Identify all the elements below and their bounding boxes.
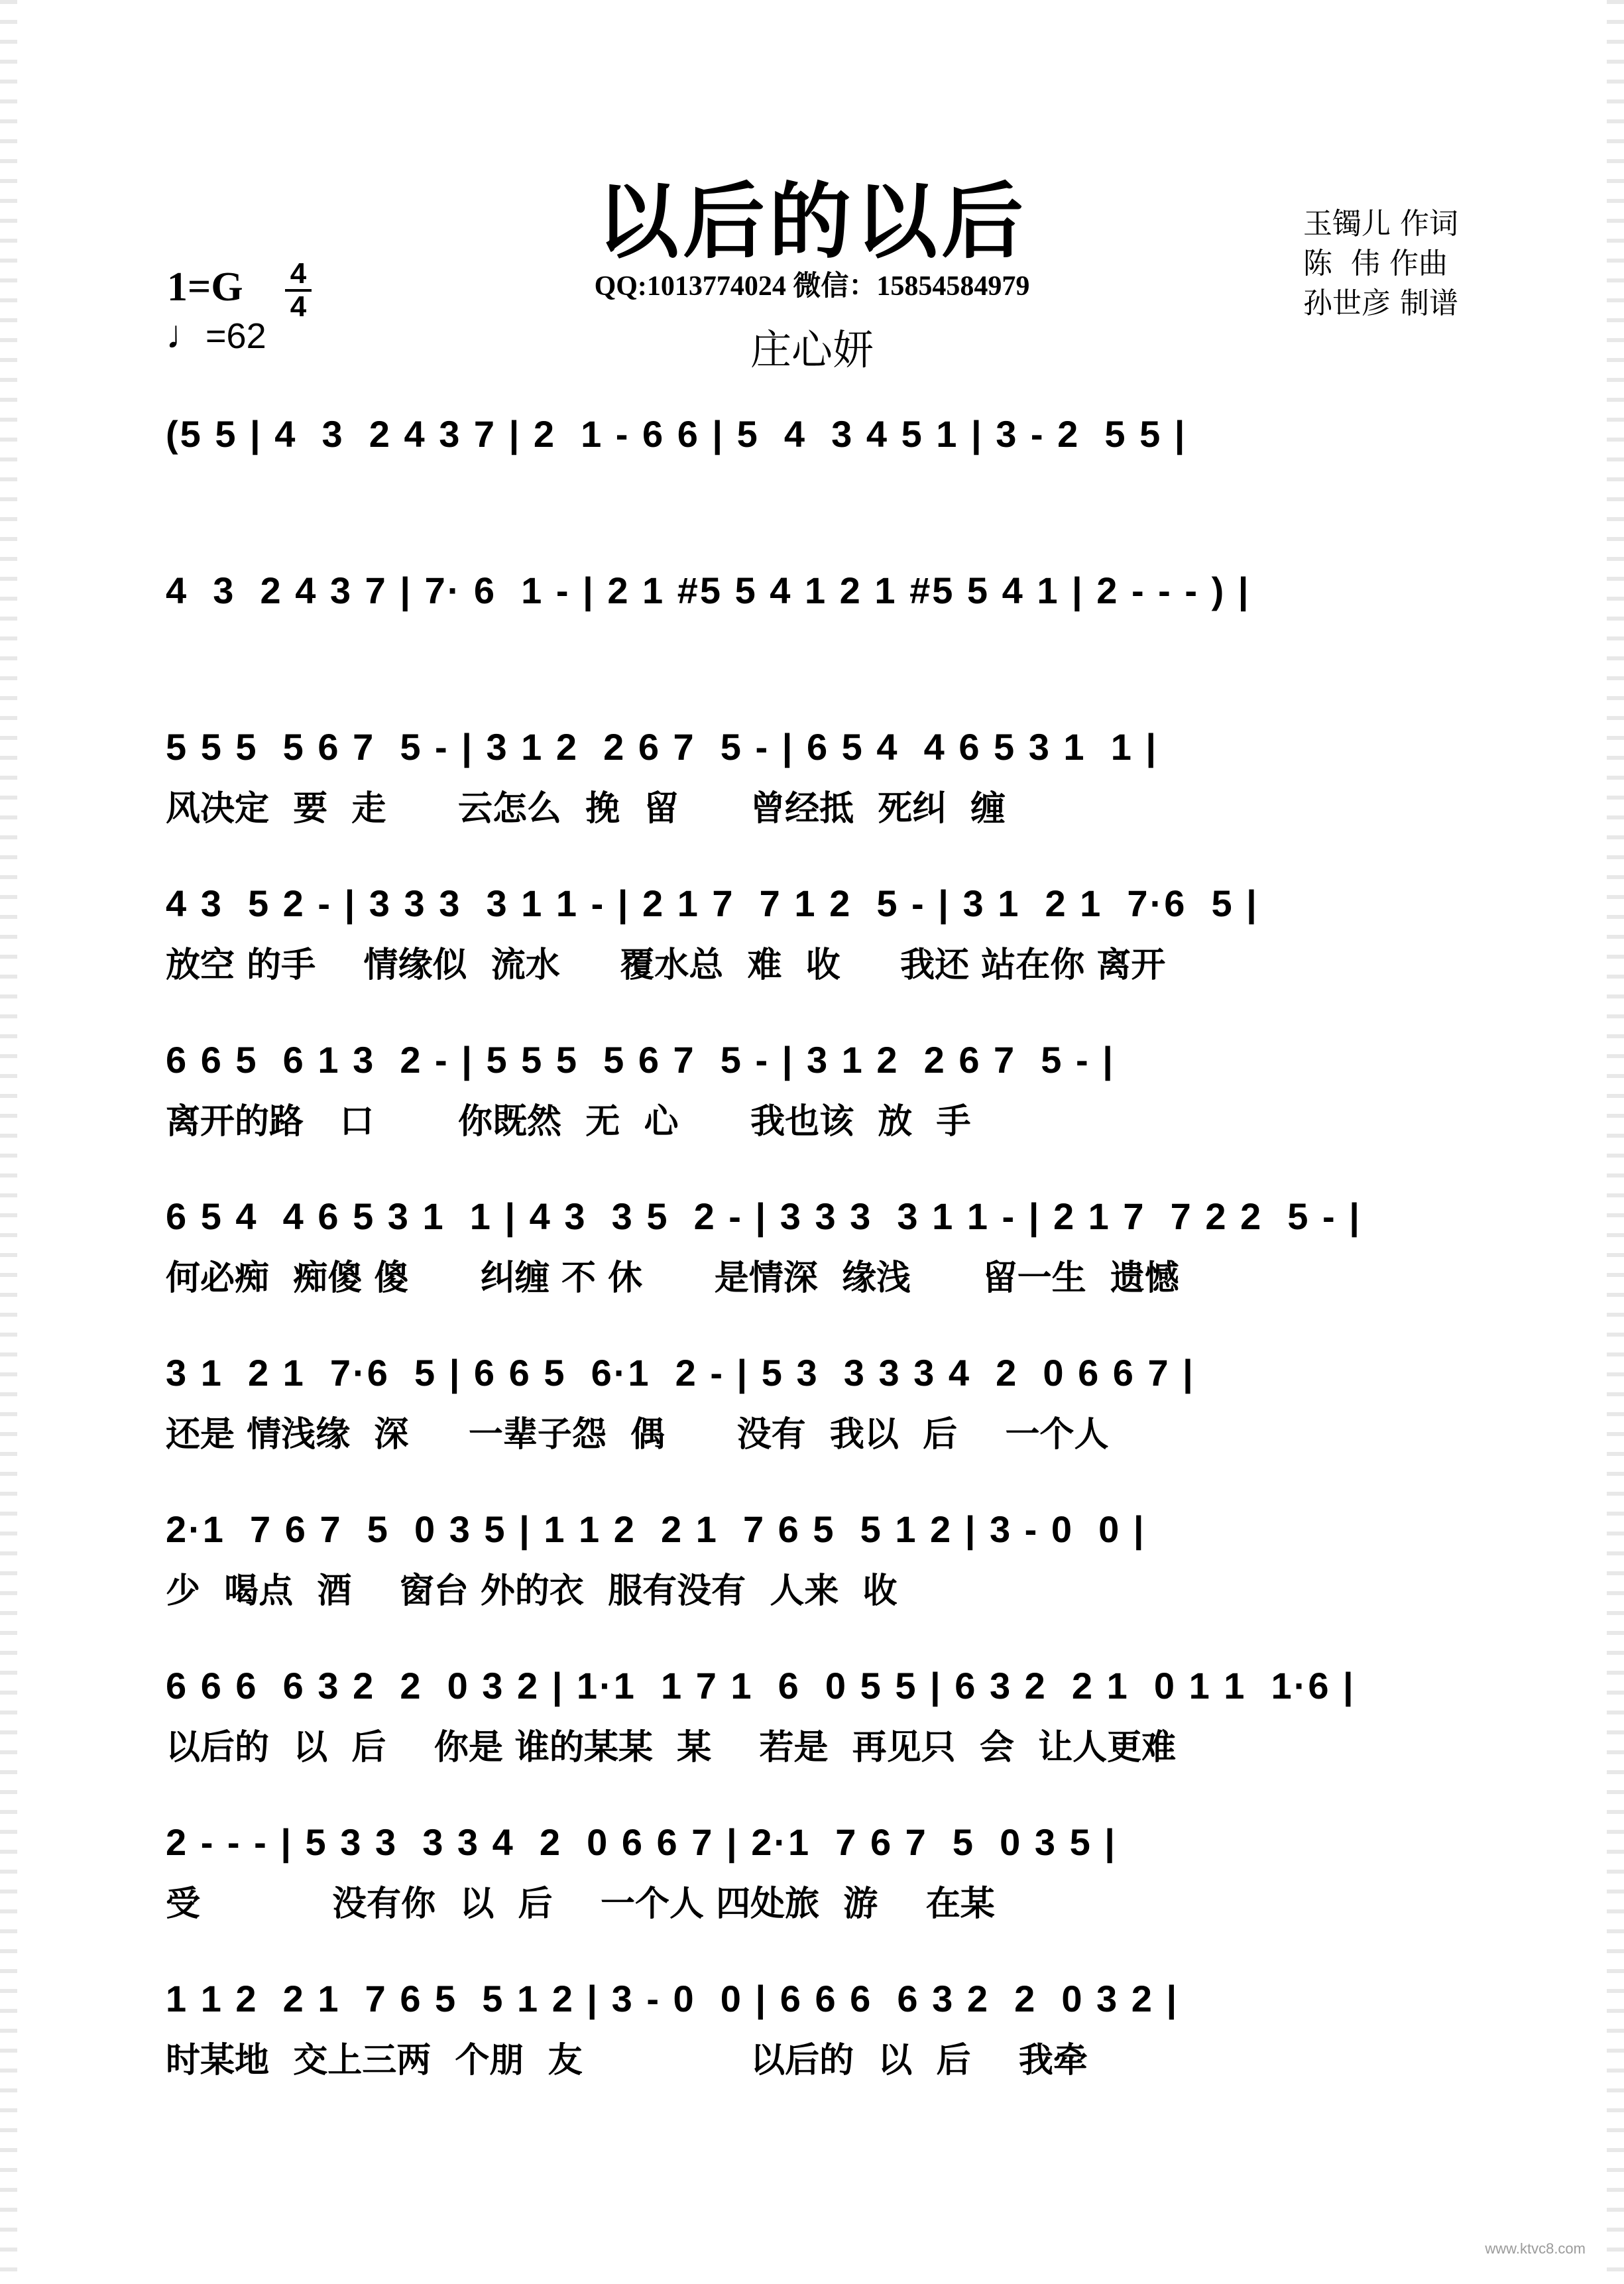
credits-block: [1303, 204, 1458, 324]
lyricist-credit: 玉镯儿 作词: [1303, 207, 1458, 241]
tempo-marking: [166, 312, 266, 357]
watermark: www.ktvc8.com: [1485, 2240, 1586, 2257]
score-system: [166, 1949, 1465, 2106]
key-signature: 1=G: [167, 265, 243, 310]
lyrics-line: 放空 的手 情缘似 流水 覆水总 难 收 我还 站在你 离开: [166, 945, 1166, 985]
lyrics-line: 时某地 交上三两 个朋 友 以后的 以 后 我牵: [166, 2041, 1088, 2080]
notation-line: (5 5 | 4 3 2 4 3 7 | 2 1 - 6 6 | 5 4 3 4 5 1 | 3 - 2 5 5 |: [166, 413, 1187, 455]
composer-credit: 陈 伟 作曲: [1303, 247, 1448, 280]
notation-line: 6 5 4 4 6 5 3 1 1 | 4 3 3 5 2 - | 3 3 3 3 1 1 - | 2 1 7 7 2 2 5 - |: [166, 1195, 1362, 1237]
score-system: [166, 1010, 1465, 1167]
contact-info: QQ:1013774024 微信：15854584979: [594, 271, 1030, 302]
lyrics-line: [166, 627, 1465, 678]
score-system: [166, 1793, 1465, 1949]
quarter-note-icon: ♩: [166, 312, 205, 357]
lyrics-line: 少 喝点 酒 窗台 外的衣 服有没有 人来 收: [166, 1571, 898, 1611]
lyrics-line: [166, 471, 1465, 521]
lyrics-line: 以后的 以 后 你是 谁的某某 某 若是 再见只 会 让人更难: [166, 1728, 1177, 1768]
singer-name: 庄心妍: [750, 326, 874, 374]
time-signature: [285, 257, 312, 323]
lyrics-line: 何必痴 痴傻 傻 纠缠 不 休 是情深 缘浅 留一生 遗憾: [166, 1258, 1179, 1298]
tempo-value: =62: [205, 316, 266, 356]
lyrics-line: 离开的路 口 你既然 无 心 我也该 放 手: [166, 1102, 971, 1142]
notation-line: 6 6 5 6 1 3 2 - | 5 5 5 5 6 7 5 - | 3 1 2 2 6 7 5 - |: [166, 1039, 1115, 1081]
score: [166, 385, 1465, 2106]
time-signature-top: 4: [290, 257, 307, 290]
score-system: [166, 1323, 1465, 1480]
time-signature-bottom: 4: [290, 290, 307, 323]
notation-line: 2 - - - | 5 3 3 3 3 4 2 0 6 6 7 | 2·1 7 6 7 5 0 3 5 |: [166, 1821, 1117, 1863]
score-system: [166, 854, 1465, 1010]
notation-line: 2·1 7 6 7 5 0 3 5 | 1 1 2 2 1 7 6 5 5 1 2 | 3 - 0 0 |: [166, 1508, 1146, 1550]
notation-line: 1 1 2 2 1 7 6 5 5 1 2 | 3 - 0 0 | 6 6 6 6 3 2 2 0 3 2 |: [166, 1978, 1179, 2019]
song-title: 以后的以后: [596, 174, 1027, 270]
score-system: [166, 1480, 1465, 1636]
score-system: [166, 1636, 1465, 1793]
notation-line: 4 3 5 2 - | 3 3 3 3 1 1 - | 2 1 7 7 1 2 5 - | 3 1 2 1 7·6 5 |: [166, 882, 1259, 924]
lyrics-line: 还是 情浅缘 深 一辈子怨 偶 没有 我以 后 一个人: [166, 1415, 1109, 1455]
lyrics-line: 受 没有你 以 后 一个人 四处旅 游 在某: [166, 1884, 995, 1924]
lyrics-line: 风决定 要 走 云怎么 挽 留 曾经抵 死纠 缠: [166, 789, 1006, 829]
notation-line: 4 3 2 4 3 7 | 7· 6 1 - | 2 1 #5 5 4 1 2 1 #5 5 4 1 | 2 - - - ) |: [166, 570, 1251, 611]
notation-line: 5 5 5 5 6 7 5 - | 3 1 2 2 6 7 5 - | 6 5 4 4 6 5 3 1 1 |: [166, 726, 1159, 768]
score-system: [166, 385, 1465, 541]
score-system: [166, 541, 1465, 697]
notation-line: 3 1 2 1 7·6 5 | 6 6 5 6·1 2 - | 5 3 3 3 3 4 2 0 6 6 7 |: [166, 1352, 1195, 1394]
arranger-credit: 孙世彦 制谱: [1303, 286, 1458, 320]
score-system: [166, 1167, 1465, 1323]
notation-line: 6 6 6 6 3 2 2 0 3 2 | 1·1 1 7 1 6 0 5 5 | 6 3 2 2 1 0 1 1 1·6 |: [166, 1665, 1356, 1707]
score-system: [166, 697, 1465, 854]
